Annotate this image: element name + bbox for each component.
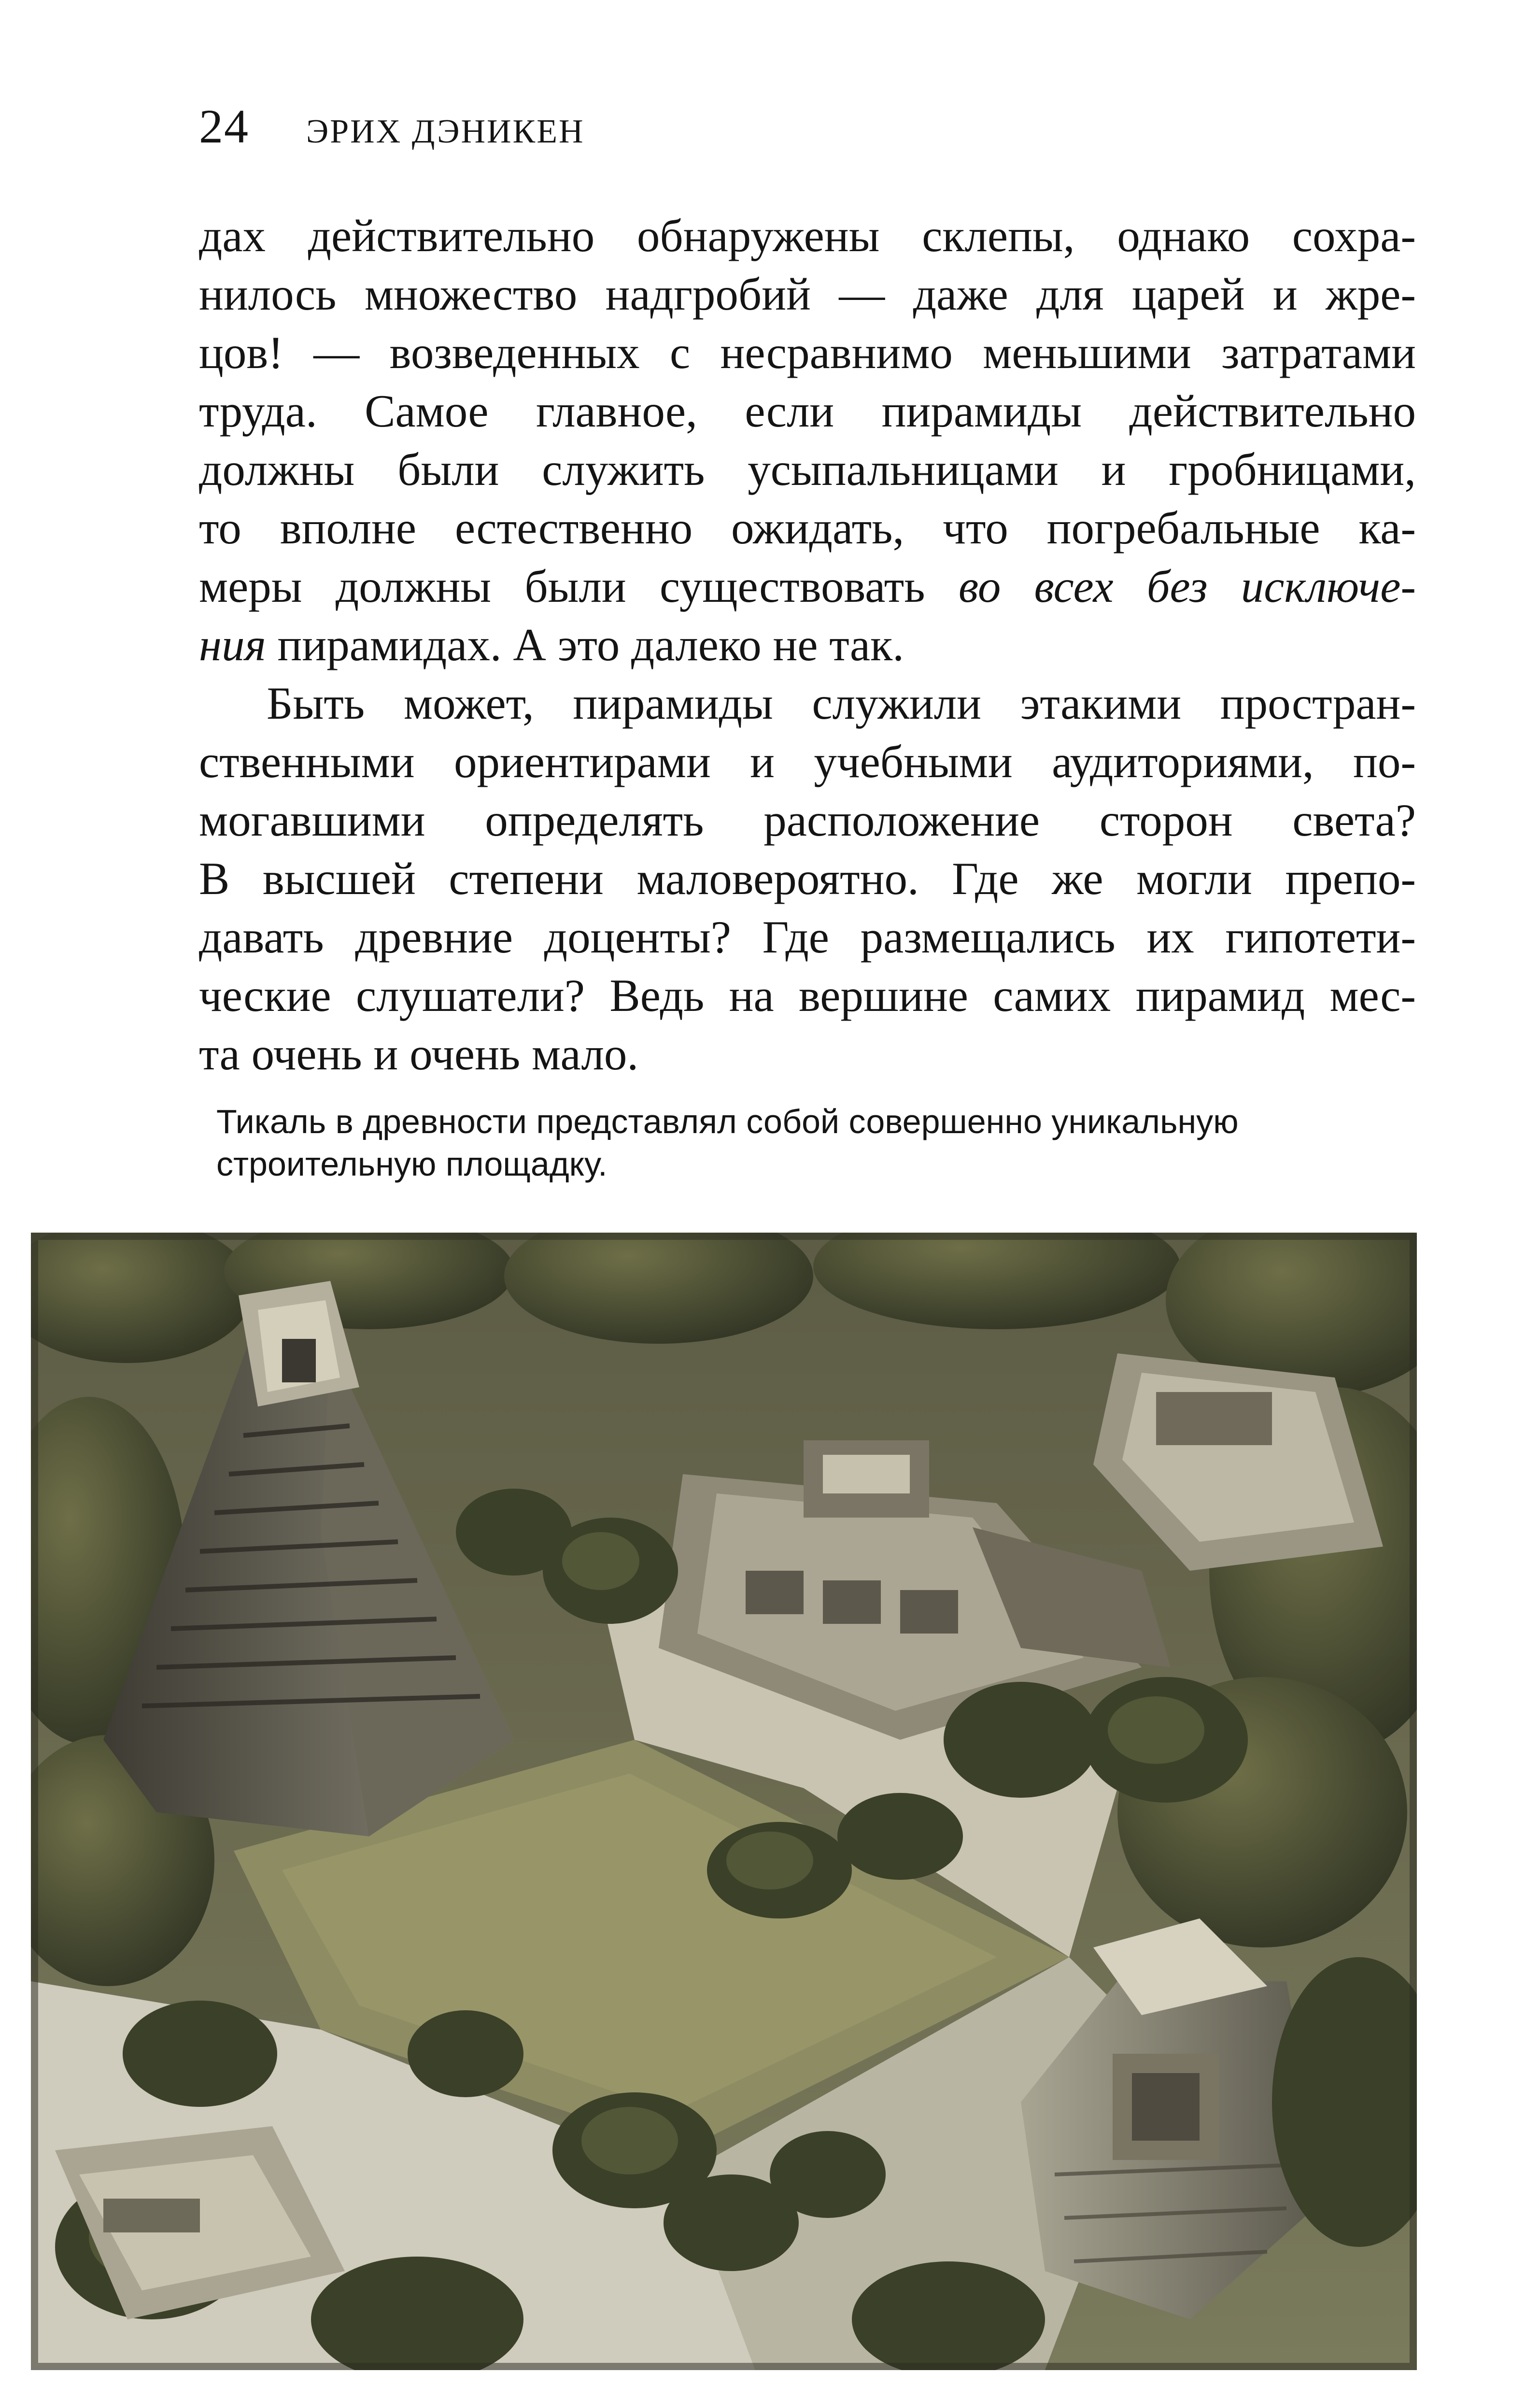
text-line: могавшими определять расположение сторон света? xyxy=(199,795,1416,846)
text-line xyxy=(199,557,1416,616)
text-line: ческие слушатели? Ведь на вершине самих пирамид мес- xyxy=(199,970,1416,1021)
page-number: 24 xyxy=(199,99,249,153)
text-line: то вполне естественно ожидать, что погребальные ка- xyxy=(199,502,1416,554)
paragraph-1 xyxy=(199,207,1416,674)
photo-illustration xyxy=(31,1233,1417,2370)
text-line: ственными ориентирами и учебными аудиториями, по- xyxy=(199,736,1416,787)
emphasis-text: ния xyxy=(199,619,266,670)
running-title: ЭРИХ ДЭНИКЕН xyxy=(306,113,585,150)
text-fragment: пирамидах. А это далеко не так. xyxy=(266,619,904,670)
text-fragment: меры должны были существовать xyxy=(199,561,959,612)
emphasis-text: во всех без исключе- xyxy=(958,561,1416,612)
text-line: Быть может, пирамиды служили этакими простран- xyxy=(267,678,1416,729)
text-line: цов! — возведенных с несравнимо меньшими затратами xyxy=(199,327,1416,378)
text-line: В высшей степени маловероятно. Где же могли препо- xyxy=(199,853,1416,904)
text-line: труда. Самое главное, если пирамиды действительно xyxy=(199,385,1416,437)
text-line: нилось множество надгробий — даже для царей и жре- xyxy=(199,269,1416,320)
text-line: дах действительно обнаружены склепы, однако сохра- xyxy=(199,210,1416,261)
aerial-photo xyxy=(31,1233,1417,2370)
text-line xyxy=(199,616,1416,674)
caption-line: строительную площадку. xyxy=(216,1145,608,1183)
figure-caption xyxy=(216,1100,1414,1185)
caption-line: Тикаль в древности представлял собой совершенно уникальную xyxy=(216,1103,1239,1140)
text-line: давать древние доценты? Где размещались их гипотети- xyxy=(199,911,1416,963)
body-text xyxy=(199,207,1416,1083)
running-head xyxy=(199,99,585,160)
paragraph-2 xyxy=(199,674,1416,1083)
text-line: та очень и очень мало. xyxy=(199,1028,639,1080)
text-line: должны были служить усыпальницами и гробницами, xyxy=(199,444,1416,495)
